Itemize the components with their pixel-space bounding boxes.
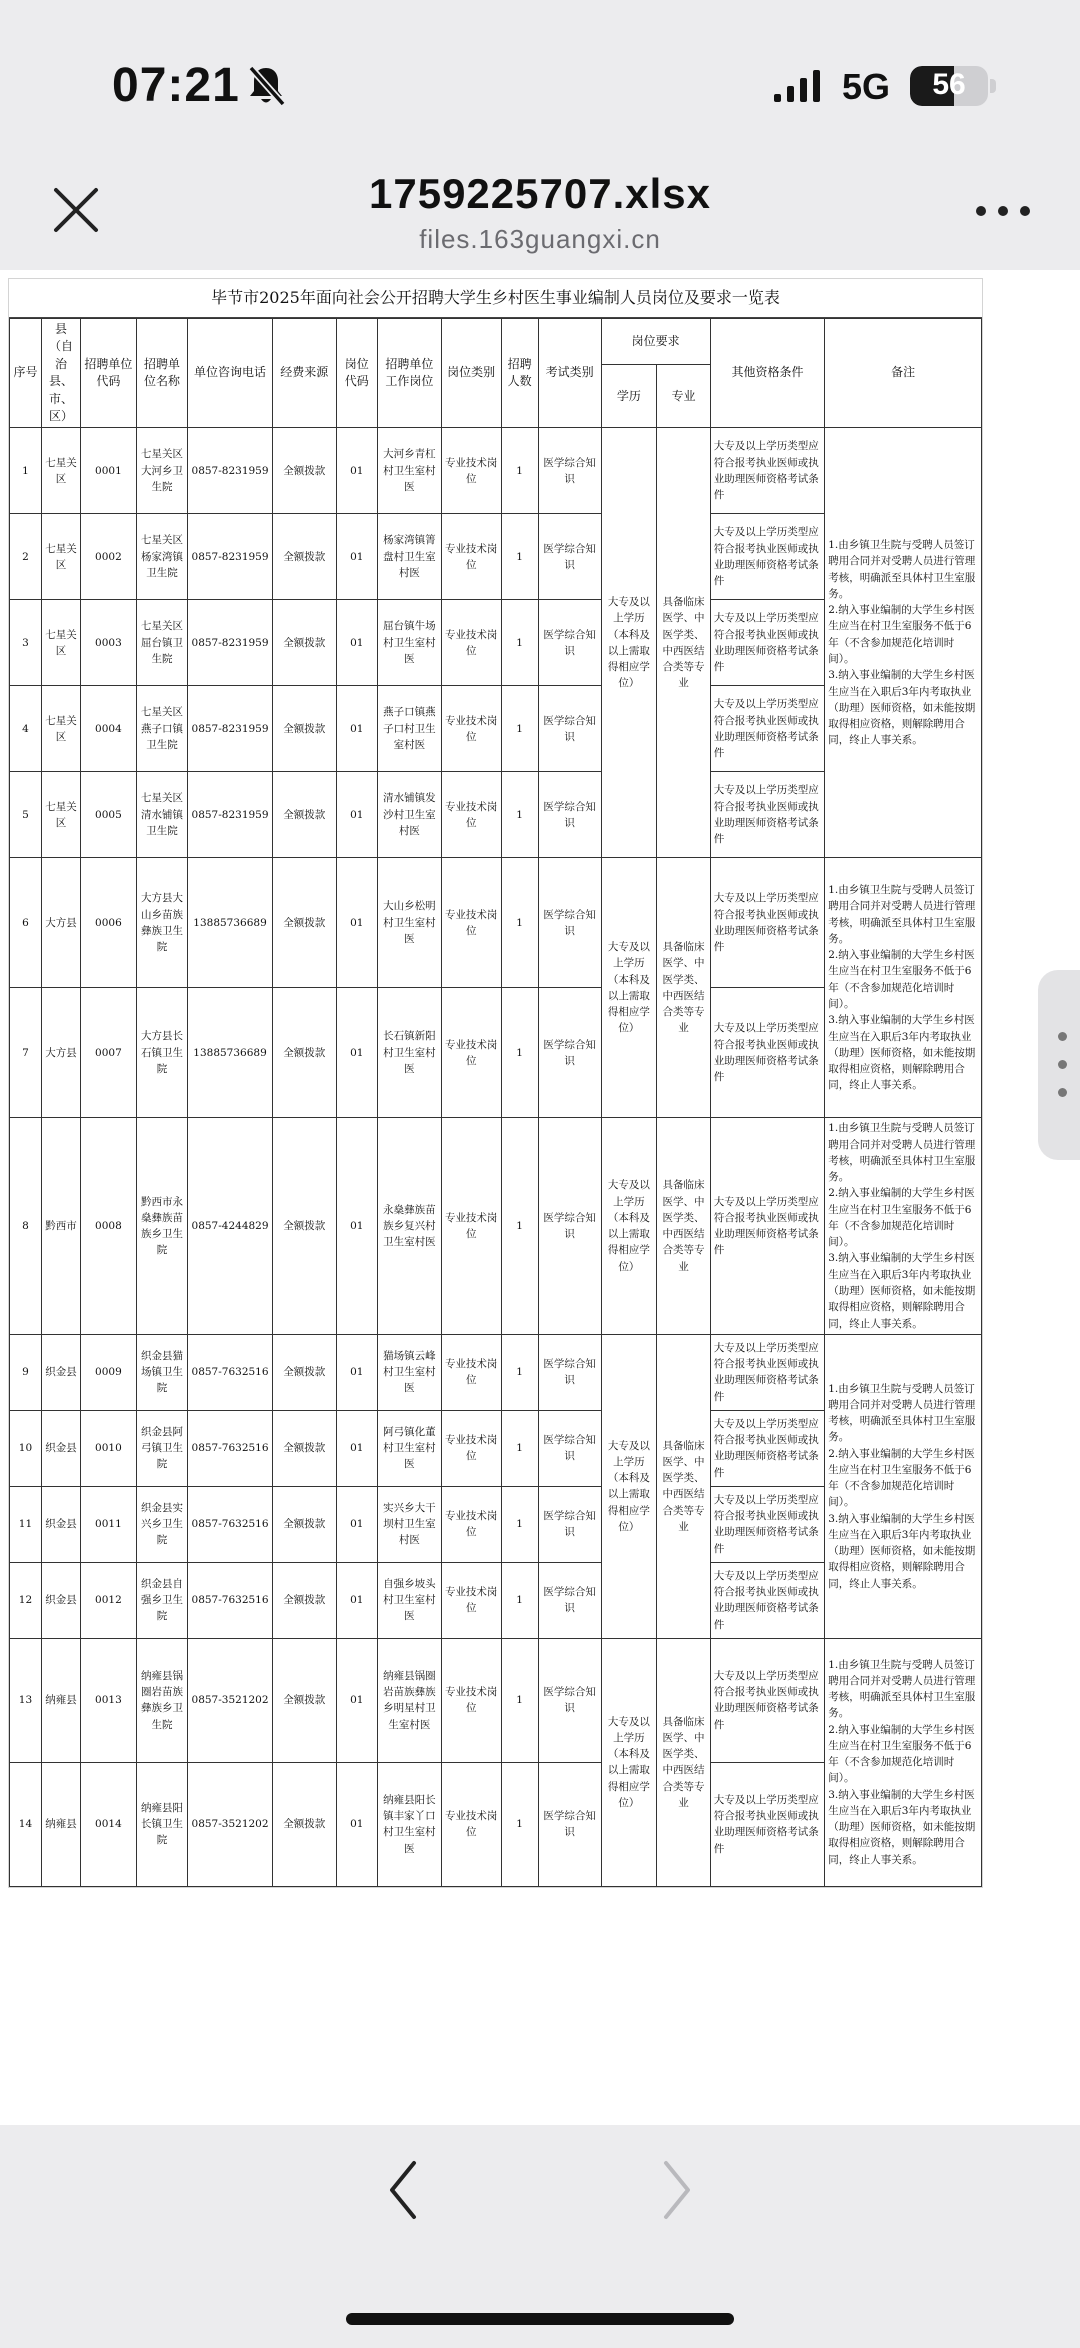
- cell-other[interactable]: 大专及以上学历类型应符合报考执业医师或执业助理医师资格考试条件: [710, 1562, 824, 1638]
- cell-count[interactable]: 1: [501, 858, 538, 988]
- cell-post-place[interactable]: 清水铺镇发沙村卫生室村医: [377, 772, 441, 858]
- header-requirements: 岗位要求: [601, 319, 710, 365]
- cell-fund[interactable]: 全额拨款: [272, 858, 336, 988]
- cell-county[interactable]: 织金县: [41, 1410, 80, 1486]
- table-row[interactable]: [10, 858, 982, 988]
- recruitment-table: [9, 318, 982, 1887]
- scroll-handle[interactable]: [1038, 970, 1080, 1160]
- cell-phone[interactable]: 0857-8231959: [188, 600, 273, 686]
- bottom-toolbar: [0, 2125, 1080, 2348]
- cell-major[interactable]: 具备临床医学、中医学类、中西医结合类等专业: [657, 1638, 711, 1886]
- cell-count[interactable]: 1: [501, 1638, 538, 1762]
- header-unit-name: 招聘单位名称: [136, 319, 188, 428]
- cell-unit-code[interactable]: 0012: [81, 1562, 137, 1638]
- cell-other[interactable]: 大专及以上学历类型应符合报考执业医师或执业助理医师资格考试条件: [710, 1638, 824, 1762]
- cell-phone[interactable]: 0857-8231959: [188, 686, 273, 772]
- cell-count[interactable]: 1: [501, 428, 538, 514]
- cell-post-code[interactable]: 01: [336, 772, 377, 858]
- cell-post-code[interactable]: 01: [336, 1486, 377, 1562]
- header-post-place: 招聘单位工作岗位: [377, 319, 441, 428]
- cell-post-place[interactable]: 燕子口镇燕子口村卫生室村医: [377, 686, 441, 772]
- cell-unit-name[interactable]: 织金县自强乡卫生院: [136, 1562, 188, 1638]
- cell-phone[interactable]: 13885736689: [188, 988, 273, 1118]
- cell-other[interactable]: 大专及以上学历类型应符合报考执业医师或执业助理医师资格考试条件: [710, 858, 824, 988]
- cell-unit-code[interactable]: 0009: [81, 1334, 137, 1410]
- cell-unit-name[interactable]: 大方县长石镇卫生院: [136, 988, 188, 1118]
- table-row[interactable]: [10, 428, 982, 514]
- cell-count[interactable]: 1: [501, 1562, 538, 1638]
- cell-post-code[interactable]: 01: [336, 1410, 377, 1486]
- cell-county[interactable]: 织金县: [41, 1334, 80, 1410]
- cell-unit-name[interactable]: 织金县阿弓镇卫生院: [136, 1410, 188, 1486]
- battery-tip: [990, 79, 996, 93]
- cell-exam[interactable]: 医学综合知识: [538, 1410, 601, 1486]
- cell-count[interactable]: 1: [501, 686, 538, 772]
- cell-post-code[interactable]: 01: [336, 1762, 377, 1886]
- cell-note[interactable]: 1.由乡镇卫生院与受聘人员签订聘用合同并对受聘人员进行管理考核，明确派至具体村卫生室服务。 2.纳入事业编制的大学生乡村医生应当在村卫生室服务不低于6年（不含参加规范化培训时间）。 3.纳入事业编制的大学生乡村医生应当在入职后3年内考取执业（助理）医师资格，如未能按期取得相应资格，则解除聘用合同，终止人事关系。: [825, 1118, 982, 1334]
- cell-post-type[interactable]: 专业技术岗位: [441, 858, 501, 988]
- cell-other[interactable]: 大专及以上学历类型应符合报考执业医师或执业助理医师资格考试条件: [710, 514, 824, 600]
- cell-unit-code[interactable]: 0002: [81, 514, 137, 600]
- cell-fund[interactable]: 全额拨款: [272, 1486, 336, 1562]
- cell-phone[interactable]: 0857-8231959: [188, 772, 273, 858]
- cell-count[interactable]: 1: [501, 1410, 538, 1486]
- cell-unit-code[interactable]: 0014: [81, 1762, 137, 1886]
- cell-other[interactable]: 大专及以上学历类型应符合报考执业医师或执业助理医师资格考试条件: [710, 1334, 824, 1410]
- cell-county[interactable]: 纳雍县: [41, 1762, 80, 1886]
- cell-count[interactable]: 1: [501, 1334, 538, 1410]
- cell-phone[interactable]: 0857-7632516: [188, 1486, 273, 1562]
- cell-unit-name[interactable]: 大方县大山乡苗族彝族卫生院: [136, 858, 188, 988]
- cell-count[interactable]: 1: [501, 1762, 538, 1886]
- cell-count[interactable]: 1: [501, 1486, 538, 1562]
- cell-post-type[interactable]: 专业技术岗位: [441, 1334, 501, 1410]
- cell-education[interactable]: 大专及以上学历（本科及以上需取得相应学位）: [601, 428, 657, 858]
- battery-level: 56: [932, 68, 966, 101]
- header-fund: 经费来源: [272, 319, 336, 428]
- cell-post-place[interactable]: 纳雍县阳长镇丰家丫口村卫生室村医: [377, 1762, 441, 1886]
- cell-exam[interactable]: 医学综合知识: [538, 1638, 601, 1762]
- cell-post-code[interactable]: 01: [336, 428, 377, 514]
- cell-exam[interactable]: 医学综合知识: [538, 772, 601, 858]
- cell-post-code[interactable]: 01: [336, 1118, 377, 1334]
- cell-other[interactable]: 大专及以上学历类型应符合报考执业医师或执业助理医师资格考试条件: [710, 686, 824, 772]
- cell-no[interactable]: 4: [10, 686, 42, 772]
- cell-post-type[interactable]: 专业技术岗位: [441, 514, 501, 600]
- cell-other[interactable]: 大专及以上学历类型应符合报考执业医师或执业助理医师资格考试条件: [710, 1486, 824, 1562]
- header-county: 县（自治县、市、区）: [41, 319, 80, 428]
- cell-post-type[interactable]: 专业技术岗位: [441, 1638, 501, 1762]
- cell-note[interactable]: 1.由乡镇卫生院与受聘人员签订聘用合同并对受聘人员进行管理考核，明确派至具体村卫生室服务。 2.纳入事业编制的大学生乡村医生应当在村卫生室服务不低于6年（不含参加规范化培训时间）。 3.纳入事业编制的大学生乡村医生应当在入职后3年内考取执业（助理）医师资格，如未能按期取得相应资格，则解除聘用合同，终止人事关系。: [825, 1334, 982, 1638]
- header-count: 招聘人数: [501, 319, 538, 428]
- cell-exam[interactable]: 医学综合知识: [538, 858, 601, 988]
- cell-fund[interactable]: 全额拨款: [272, 1118, 336, 1334]
- cell-fund[interactable]: 全额拨款: [272, 514, 336, 600]
- more-icon[interactable]: [976, 204, 1030, 218]
- cell-county[interactable]: 织金县: [41, 1562, 80, 1638]
- cell-count[interactable]: 1: [501, 1118, 538, 1334]
- cell-unit-name[interactable]: 织金县实兴乡卫生院: [136, 1486, 188, 1562]
- cell-phone[interactable]: 0857-3521202: [188, 1762, 273, 1886]
- cell-no[interactable]: 8: [10, 1118, 42, 1334]
- cell-post-type[interactable]: 专业技术岗位: [441, 988, 501, 1118]
- cell-post-type[interactable]: 专业技术岗位: [441, 600, 501, 686]
- cell-other[interactable]: 大专及以上学历类型应符合报考执业医师或执业助理医师资格考试条件: [710, 988, 824, 1118]
- cell-count[interactable]: 1: [501, 514, 538, 600]
- cell-count[interactable]: 1: [501, 600, 538, 686]
- cell-post-place[interactable]: 大河乡青杠村卫生室村医: [377, 428, 441, 514]
- cell-fund[interactable]: 全额拨款: [272, 772, 336, 858]
- cell-no[interactable]: 10: [10, 1410, 42, 1486]
- cell-fund[interactable]: 全额拨款: [272, 1638, 336, 1762]
- cell-county[interactable]: 黔西市: [41, 1118, 80, 1334]
- table-row[interactable]: [10, 1334, 982, 1410]
- header-other: 其他资格条件: [710, 319, 824, 428]
- cell-count[interactable]: 1: [501, 772, 538, 858]
- cell-post-code[interactable]: 01: [336, 1562, 377, 1638]
- cell-post-place[interactable]: 纳雍县锅圈岩苗族彝族乡明星村卫生室村医: [377, 1638, 441, 1762]
- cell-post-code[interactable]: 01: [336, 1638, 377, 1762]
- cell-county[interactable]: 大方县: [41, 858, 80, 988]
- cell-exam[interactable]: 医学综合知识: [538, 988, 601, 1118]
- cell-post-code[interactable]: 01: [336, 1334, 377, 1410]
- cell-post-place[interactable]: 阿弓镇化董村卫生室村医: [377, 1410, 441, 1486]
- cell-post-place[interactable]: 永燊彝族苗族乡复兴村卫生室村医: [377, 1118, 441, 1334]
- cell-note[interactable]: 1.由乡镇卫生院与受聘人员签订聘用合同并对受聘人员进行管理考核，明确派至具体村卫生室服务。 2.纳入事业编制的大学生乡村医生应当在村卫生室服务不低于6年（不含参加规范化培训时间）。 3.纳入事业编制的大学生乡村医生应当在入职后3年内考取执业（助理）医师资格，如未能按期取得相应资格，则解除聘用合同，终止人事关系。: [825, 858, 982, 1118]
- header-post-code: 岗位代码: [336, 319, 377, 428]
- network-type: 5G: [842, 66, 891, 107]
- cell-exam[interactable]: 医学综合知识: [538, 600, 601, 686]
- cell-unit-name[interactable]: 七星关区杨家湾镇卫生院: [136, 514, 188, 600]
- cell-exam[interactable]: 医学综合知识: [538, 514, 601, 600]
- cell-post-place[interactable]: 实兴乡大干坝村卫生室村医: [377, 1486, 441, 1562]
- cell-exam[interactable]: 医学综合知识: [538, 1762, 601, 1886]
- chevron-left-icon[interactable]: [384, 2155, 424, 2225]
- cell-post-type[interactable]: 专业技术岗位: [441, 1762, 501, 1886]
- cell-post-place[interactable]: 长石镇新阳村卫生室村医: [377, 988, 441, 1118]
- cell-unit-code[interactable]: 0001: [81, 428, 137, 514]
- cell-unit-code[interactable]: 0011: [81, 1486, 137, 1562]
- cell-other[interactable]: 大专及以上学历类型应符合报考执业医师或执业助理医师资格考试条件: [710, 600, 824, 686]
- cell-phone[interactable]: 0857-7632516: [188, 1562, 273, 1638]
- cell-exam[interactable]: 医学综合知识: [538, 1562, 601, 1638]
- cell-exam[interactable]: 医学综合知识: [538, 428, 601, 514]
- cell-county[interactable]: 纳雍县: [41, 1638, 80, 1762]
- cell-exam[interactable]: 医学综合知识: [538, 1118, 601, 1334]
- cell-major[interactable]: 具备临床医学、中医学类、中西医结合类等专业: [657, 1118, 711, 1334]
- cell-phone[interactable]: 13885736689: [188, 858, 273, 988]
- cell-post-code[interactable]: 01: [336, 858, 377, 988]
- cell-other[interactable]: 大专及以上学历类型应符合报考执业医师或执业助理医师资格考试条件: [710, 1410, 824, 1486]
- cell-post-code[interactable]: 01: [336, 686, 377, 772]
- cell-county[interactable]: 大方县: [41, 988, 80, 1118]
- cell-post-type[interactable]: 专业技术岗位: [441, 1118, 501, 1334]
- cell-note[interactable]: 1.由乡镇卫生院与受聘人员签订聘用合同并对受聘人员进行管理考核，明确派至具体村卫生室服务。 2.纳入事业编制的大学生乡村医生应当在村卫生室服务不低于6年（不含参加规范化培训时间）。 3.纳入事业编制的大学生乡村医生应当在入职后3年内考取执业（助理）医师资格，如未能按期取得相应资格，则解除聘用合同，终止人事关系。: [825, 1638, 982, 1886]
- header-post-type: 岗位类别: [441, 319, 501, 428]
- cell-unit-code[interactable]: 0006: [81, 858, 137, 988]
- cell-unit-code[interactable]: 0010: [81, 1410, 137, 1486]
- header-exam: 考试类别: [538, 319, 601, 428]
- cell-no[interactable]: 9: [10, 1334, 42, 1410]
- cell-no[interactable]: 6: [10, 858, 42, 988]
- cell-unit-name[interactable]: 纳雍县锅圈岩苗族彝族乡卫生院: [136, 1638, 188, 1762]
- cell-unit-code[interactable]: 0013: [81, 1638, 137, 1762]
- cell-post-type[interactable]: 专业技术岗位: [441, 686, 501, 772]
- cell-post-type[interactable]: 专业技术岗位: [441, 1486, 501, 1562]
- cell-county[interactable]: 七星关区: [41, 428, 80, 514]
- cell-no[interactable]: 3: [10, 600, 42, 686]
- cell-major[interactable]: 具备临床医学、中医学类、中西医结合类等专业: [657, 428, 711, 858]
- cell-major[interactable]: 具备临床医学、中医学类、中西医结合类等专业: [657, 858, 711, 1118]
- cell-exam[interactable]: 医学综合知识: [538, 686, 601, 772]
- cell-post-place[interactable]: 大山乡松明村卫生室村医: [377, 858, 441, 988]
- bell-slash-icon: [246, 64, 286, 108]
- sheet-title: 毕节市2025年面向社会公开招聘大学生乡村医生事业编制人员岗位及要求一览表: [9, 279, 982, 318]
- cell-county[interactable]: 七星关区: [41, 772, 80, 858]
- cell-post-type[interactable]: 专业技术岗位: [441, 1410, 501, 1486]
- cell-unit-name[interactable]: 黔西市永燊彝族苗族乡卫生院: [136, 1118, 188, 1334]
- cell-unit-name[interactable]: 七星关区清水铺镇卫生院: [136, 772, 188, 858]
- cell-education[interactable]: 大专及以上学历（本科及以上需取得相应学位）: [601, 1334, 657, 1638]
- cell-phone[interactable]: 0857-3521202: [188, 1638, 273, 1762]
- cell-education[interactable]: 大专及以上学历（本科及以上需取得相应学位）: [601, 1638, 657, 1886]
- cell-other[interactable]: 大专及以上学历类型应符合报考执业医师或执业助理医师资格考试条件: [710, 1762, 824, 1886]
- cell-phone[interactable]: 0857-8231959: [188, 514, 273, 600]
- cell-no[interactable]: 1: [10, 428, 42, 514]
- cell-unit-code[interactable]: 0007: [81, 988, 137, 1118]
- signal-icon: [772, 68, 828, 108]
- cell-post-code[interactable]: 01: [336, 600, 377, 686]
- header-note: 备注: [825, 319, 982, 428]
- cell-major[interactable]: 具备临床医学、中医学类、中西医结合类等专业: [657, 1334, 711, 1638]
- cell-unit-code[interactable]: 0003: [81, 600, 137, 686]
- cell-county[interactable]: 七星关区: [41, 600, 80, 686]
- cell-post-place[interactable]: 猫场镇云峰村卫生室村医: [377, 1334, 441, 1410]
- cell-exam[interactable]: 医学综合知识: [538, 1486, 601, 1562]
- cell-phone[interactable]: 0857-7632516: [188, 1410, 273, 1486]
- cell-unit-name[interactable]: 七星关区屈台镇卫生院: [136, 600, 188, 686]
- cell-phone[interactable]: 0857-4244829: [188, 1118, 273, 1334]
- cell-no[interactable]: 12: [10, 1562, 42, 1638]
- cell-fund[interactable]: 全额拨款: [272, 988, 336, 1118]
- cell-fund[interactable]: 全额拨款: [272, 686, 336, 772]
- cell-post-place[interactable]: 自强乡坡头村卫生室村医: [377, 1562, 441, 1638]
- cell-fund[interactable]: 全额拨款: [272, 1562, 336, 1638]
- cell-post-code[interactable]: 01: [336, 514, 377, 600]
- cell-post-code[interactable]: 01: [336, 988, 377, 1118]
- header-no: 序号: [10, 319, 42, 428]
- cell-phone[interactable]: 0857-7632516: [188, 1334, 273, 1410]
- cell-no[interactable]: 7: [10, 988, 42, 1118]
- home-indicator[interactable]: [346, 2313, 734, 2325]
- header-education: 学历: [601, 365, 657, 428]
- cell-phone[interactable]: 0857-8231959: [188, 428, 273, 514]
- cell-fund[interactable]: 全额拨款: [272, 1762, 336, 1886]
- table-row[interactable]: [10, 1118, 982, 1334]
- status-bar: [0, 0, 1080, 150]
- battery-icon: [910, 66, 988, 106]
- cell-fund[interactable]: 全额拨款: [272, 1410, 336, 1486]
- cell-fund[interactable]: 全额拨款: [272, 428, 336, 514]
- cell-other[interactable]: 大专及以上学历类型应符合报考执业医师或执业助理医师资格考试条件: [710, 772, 824, 858]
- cell-fund[interactable]: 全额拨款: [272, 1334, 336, 1410]
- cell-unit-name[interactable]: 纳雍县阳长镇卫生院: [136, 1762, 188, 1886]
- cell-post-place[interactable]: 屈台镇牛场村卫生室村医: [377, 600, 441, 686]
- cell-no[interactable]: 13: [10, 1638, 42, 1762]
- cell-post-type[interactable]: 专业技术岗位: [441, 428, 501, 514]
- header-unit-code: 招聘单位代码: [81, 319, 137, 428]
- cell-education[interactable]: 大专及以上学历（本科及以上需取得相应学位）: [601, 858, 657, 1118]
- cell-post-place[interactable]: 杨家湾镇箐盘村卫生室村医: [377, 514, 441, 600]
- cell-county[interactable]: 织金县: [41, 1486, 80, 1562]
- cell-fund[interactable]: 全额拨款: [272, 600, 336, 686]
- viewer-header: [0, 150, 1080, 270]
- cell-unit-name[interactable]: 七星关区燕子口镇卫生院: [136, 686, 188, 772]
- header-phone: 单位咨询电话: [188, 319, 273, 428]
- file-name: 1759225707.xlsx: [369, 170, 711, 217]
- spreadsheet: [8, 278, 983, 1888]
- cell-unit-name[interactable]: 织金县猫场镇卫生院: [136, 1334, 188, 1410]
- cell-unit-code[interactable]: 0005: [81, 772, 137, 858]
- cell-no[interactable]: 5: [10, 772, 42, 858]
- cell-post-type[interactable]: 专业技术岗位: [441, 772, 501, 858]
- cell-unit-code[interactable]: 0008: [81, 1118, 137, 1334]
- cell-exam[interactable]: 医学综合知识: [538, 1334, 601, 1410]
- file-host: files.163guangxi.cn: [419, 224, 661, 254]
- cell-other[interactable]: 大专及以上学历类型应符合报考执业医师或执业助理医师资格考试条件: [710, 1118, 824, 1334]
- cell-unit-name[interactable]: 七星关区大河乡卫生院: [136, 428, 188, 514]
- cell-unit-code[interactable]: 0004: [81, 686, 137, 772]
- cell-post-type[interactable]: 专业技术岗位: [441, 1562, 501, 1638]
- cell-county[interactable]: 七星关区: [41, 514, 80, 600]
- cell-education[interactable]: 大专及以上学历（本科及以上需取得相应学位）: [601, 1118, 657, 1334]
- status-time: 07:21: [112, 59, 240, 112]
- cell-other[interactable]: 大专及以上学历类型应符合报考执业医师或执业助理医师资格考试条件: [710, 428, 824, 514]
- chevron-right-icon[interactable]: [656, 2155, 696, 2225]
- header-major: 专业: [657, 365, 711, 428]
- cell-no[interactable]: 2: [10, 514, 42, 600]
- cell-county[interactable]: 七星关区: [41, 686, 80, 772]
- cell-no[interactable]: 11: [10, 1486, 42, 1562]
- table-row[interactable]: [10, 1638, 982, 1762]
- cell-no[interactable]: 14: [10, 1762, 42, 1886]
- cell-note[interactable]: 1.由乡镇卫生院与受聘人员签订聘用合同并对受聘人员进行管理考核，明确派至具体村卫生室服务。 2.纳入事业编制的大学生乡村医生应当在村卫生室服务不低于6年（不含参加规范化培训时间）。 3.纳入事业编制的大学生乡村医生应当在入职后3年内考取执业（助理）医师资格，如未能按期取得相应资格，则解除聘用合同，终止人事关系。: [825, 428, 982, 858]
- cell-count[interactable]: 1: [501, 988, 538, 1118]
- spreadsheet-viewport[interactable]: [0, 270, 1080, 2125]
